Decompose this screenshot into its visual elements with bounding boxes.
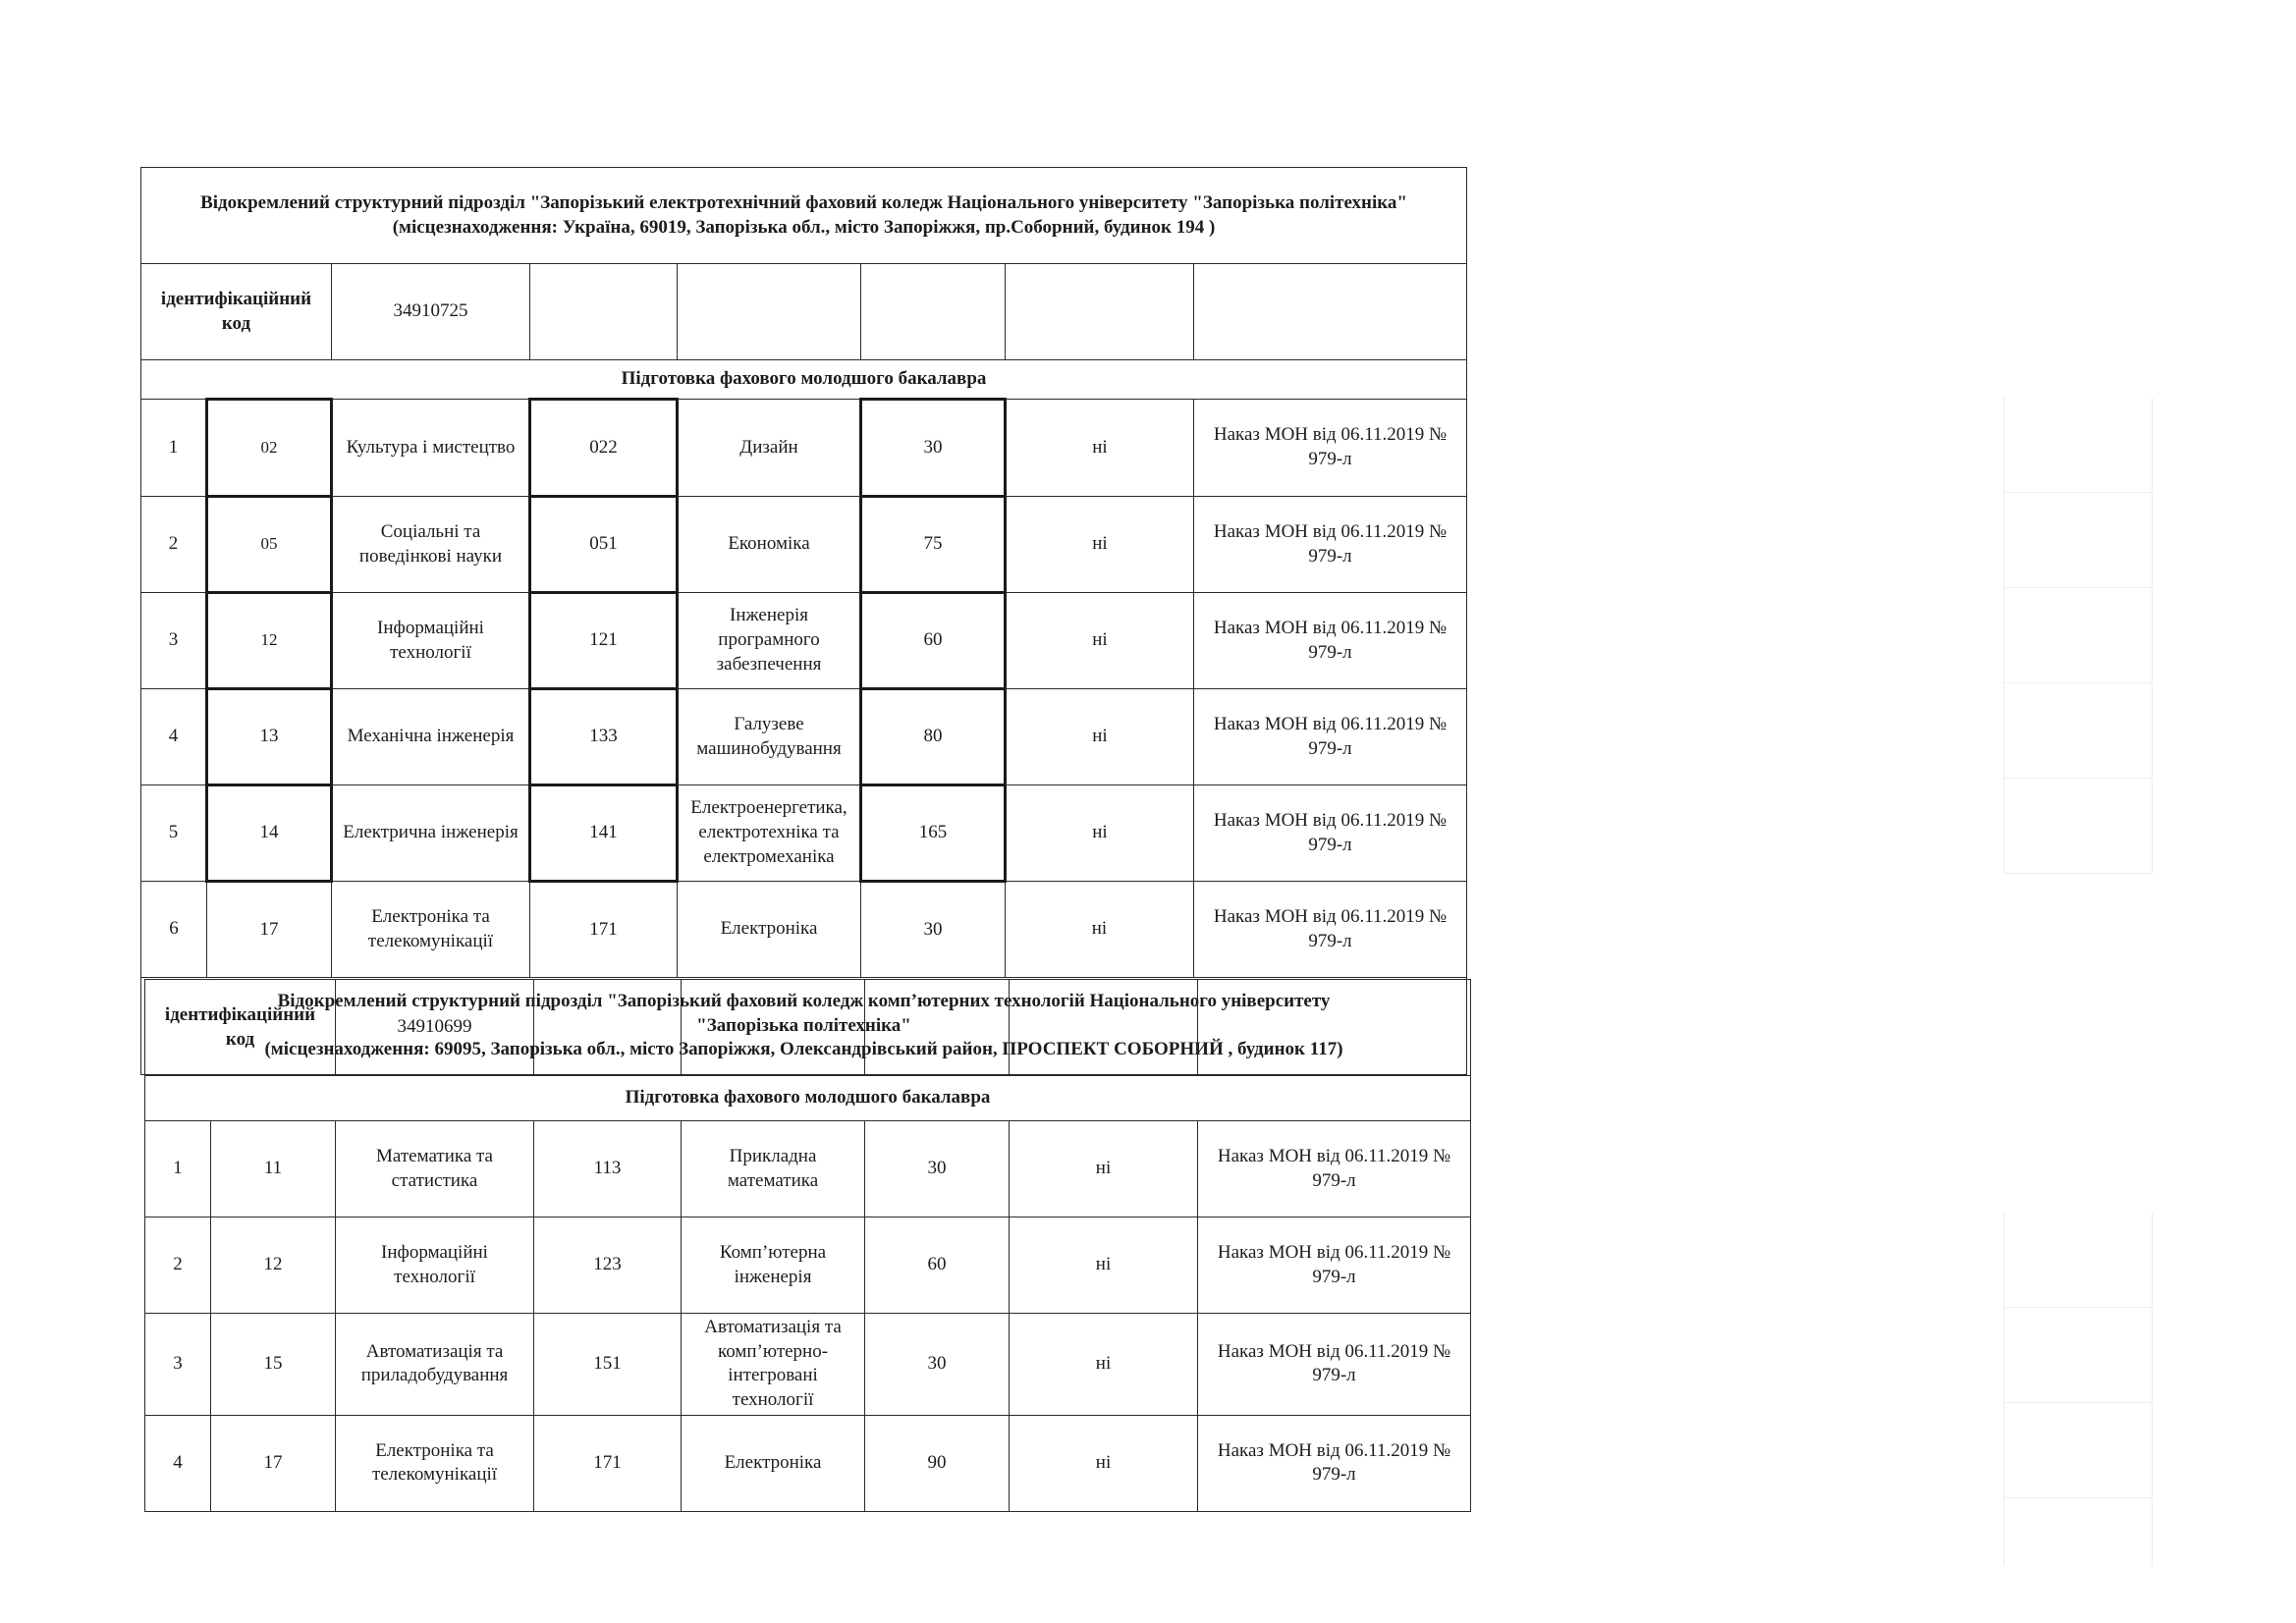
field-name: Електрична інженерія [332, 785, 530, 882]
flag: ні [1006, 593, 1194, 689]
row-number: 4 [141, 689, 207, 785]
table-row [141, 400, 1467, 497]
field-code: 13 [207, 689, 332, 785]
spec-name: Електроенергетика, електротехніка та електромеханіка [678, 785, 861, 882]
field-code: 05 [207, 497, 332, 593]
order: Наказ МОН від 06.11.2019 № 979-л [1194, 593, 1467, 689]
field-code: 02 [207, 400, 332, 497]
row-number: 3 [145, 1314, 211, 1416]
id-row [145, 980, 1471, 1076]
row-number: 5 [141, 785, 207, 882]
table-row [145, 1121, 1471, 1217]
row-number: 2 [145, 1217, 211, 1314]
spec-code: 022 [530, 400, 678, 497]
row-number: 6 [141, 882, 207, 978]
flag: ні [1010, 1121, 1198, 1217]
id-value: 34910699 [336, 980, 534, 1076]
section-header [141, 168, 1467, 264]
field-code: 14 [207, 785, 332, 882]
order: Наказ МОН від 06.11.2019 № 979-л [1198, 1121, 1471, 1217]
section-title: Відокремлений структурний підрозділ "Запорізький фаховий коледж комп’ютерних технологій Національного університету "Запорізька політехніка" [277, 990, 1331, 1036]
field-code: 17 [211, 1415, 336, 1511]
spec-code: 113 [534, 1121, 682, 1217]
field-name: Соціальні та поведінкові науки [332, 497, 530, 593]
field-name: Культура і мистецтво [332, 400, 530, 497]
table-row [141, 882, 1467, 978]
field-name: Інформаційні технології [336, 1217, 534, 1314]
count: 30 [865, 1314, 1010, 1416]
spec-name: Комп’ютерна інженерія [682, 1217, 865, 1314]
spec-name: Електроніка [682, 1415, 865, 1511]
spec-code: 123 [534, 1217, 682, 1314]
bleed-through-table [2003, 1213, 2153, 1566]
field-code: 17 [207, 882, 332, 978]
count: 60 [865, 1217, 1010, 1314]
count: 30 [865, 1121, 1010, 1217]
flag: ні [1010, 1217, 1198, 1314]
flag: ні [1010, 1415, 1198, 1511]
spec-name: Електроніка [678, 882, 861, 978]
field-name: Механічна інженерія [332, 689, 530, 785]
id-label: ідентифікаційний код [141, 264, 332, 360]
count: 90 [865, 1415, 1010, 1511]
order: Наказ МОН від 06.11.2019 № 979-л [1194, 882, 1467, 978]
spec-code: 133 [530, 689, 678, 785]
order: Наказ МОН від 06.11.2019 № 979-л [1194, 785, 1467, 882]
spec-code: 151 [534, 1314, 682, 1416]
college-table-1 [140, 167, 1467, 1075]
table-row [141, 785, 1467, 882]
flag: ні [1006, 882, 1194, 978]
spec-code: 051 [530, 497, 678, 593]
id-label: ідентифікаційний код [145, 980, 336, 1076]
spec-name: Дизайн [678, 400, 861, 497]
spec-name: Економіка [678, 497, 861, 593]
college-table-2 [144, 979, 1471, 1512]
table-row [141, 689, 1467, 785]
flag: ні [1006, 497, 1194, 593]
spec-name: Інженерія програмного забезпечення [678, 593, 861, 689]
table-row [145, 1217, 1471, 1314]
field-code: 15 [211, 1314, 336, 1416]
spec-code: 121 [530, 593, 678, 689]
id-value: 34910725 [332, 264, 530, 360]
order: Наказ МОН від 06.11.2019 № 979-л [1194, 689, 1467, 785]
field-name: Автоматизація та приладобудування [336, 1314, 534, 1416]
id-row [141, 264, 1467, 360]
order: Наказ МОН від 06.11.2019 № 979-л [1198, 1314, 1471, 1416]
spec-code: 171 [530, 882, 678, 978]
flag: ні [1006, 689, 1194, 785]
subheader: Підготовка фахового молодшого бакалавра [141, 360, 1467, 400]
count: 60 [861, 593, 1006, 689]
row-number: 2 [141, 497, 207, 593]
spec-name: Автоматизація та комп’ютерно-інтегровані технології [682, 1314, 865, 1416]
field-name: Інформаційні технології [332, 593, 530, 689]
bleed-through-table [2003, 398, 2153, 874]
flag: ні [1010, 1314, 1198, 1416]
section-address: (місцезнаходження: 69095, Запорізька обл., місто Запоріжжя, Олександрівський район, ПРОСПЕКТ СОБОРНИЙ , будинок 117) [264, 1039, 1343, 1060]
count: 75 [861, 497, 1006, 593]
table-row [145, 1314, 1471, 1416]
spec-code: 141 [530, 785, 678, 882]
field-code: 11 [211, 1121, 336, 1217]
row-number: 4 [145, 1415, 211, 1511]
field-code: 12 [211, 1217, 336, 1314]
field-code: 12 [207, 593, 332, 689]
count: 30 [861, 400, 1006, 497]
flag: ні [1006, 785, 1194, 882]
row-number: 1 [145, 1121, 211, 1217]
table-row [141, 497, 1467, 593]
row-number: 3 [141, 593, 207, 689]
table-row [141, 593, 1467, 689]
subheader: Підготовка фахового молодшого бакалавра [145, 1076, 1471, 1121]
row-number: 1 [141, 400, 207, 497]
order: Наказ МОН від 06.11.2019 № 979-л [1194, 497, 1467, 593]
table-row [145, 1415, 1471, 1511]
spec-name: Галузеве машинобудування [678, 689, 861, 785]
order: Наказ МОН від 06.11.2019 № 979-л [1194, 400, 1467, 497]
spec-name: Прикладна математика [682, 1121, 865, 1217]
count: 165 [861, 785, 1006, 882]
section-address: (місцезнаходження: Україна, 69019, Запорізька обл., місто Запоріжжя, пр.Соборний, будинок 194 ) [392, 216, 1216, 238]
count: 30 [861, 882, 1006, 978]
flag: ні [1006, 400, 1194, 497]
field-name: Електроніка та телекомунікації [332, 882, 530, 978]
field-name: Математика та статистика [336, 1121, 534, 1217]
spec-code: 171 [534, 1415, 682, 1511]
order: Наказ МОН від 06.11.2019 № 979-л [1198, 1415, 1471, 1511]
section-title: Відокремлений структурний підрозділ "Запорізький електротехнічний фаховий коледж Національного університету "Запорізька політехніка" [200, 191, 1407, 213]
order: Наказ МОН від 06.11.2019 № 979-л [1198, 1217, 1471, 1314]
field-name: Електроніка та телекомунікації [336, 1415, 534, 1511]
count: 80 [861, 689, 1006, 785]
